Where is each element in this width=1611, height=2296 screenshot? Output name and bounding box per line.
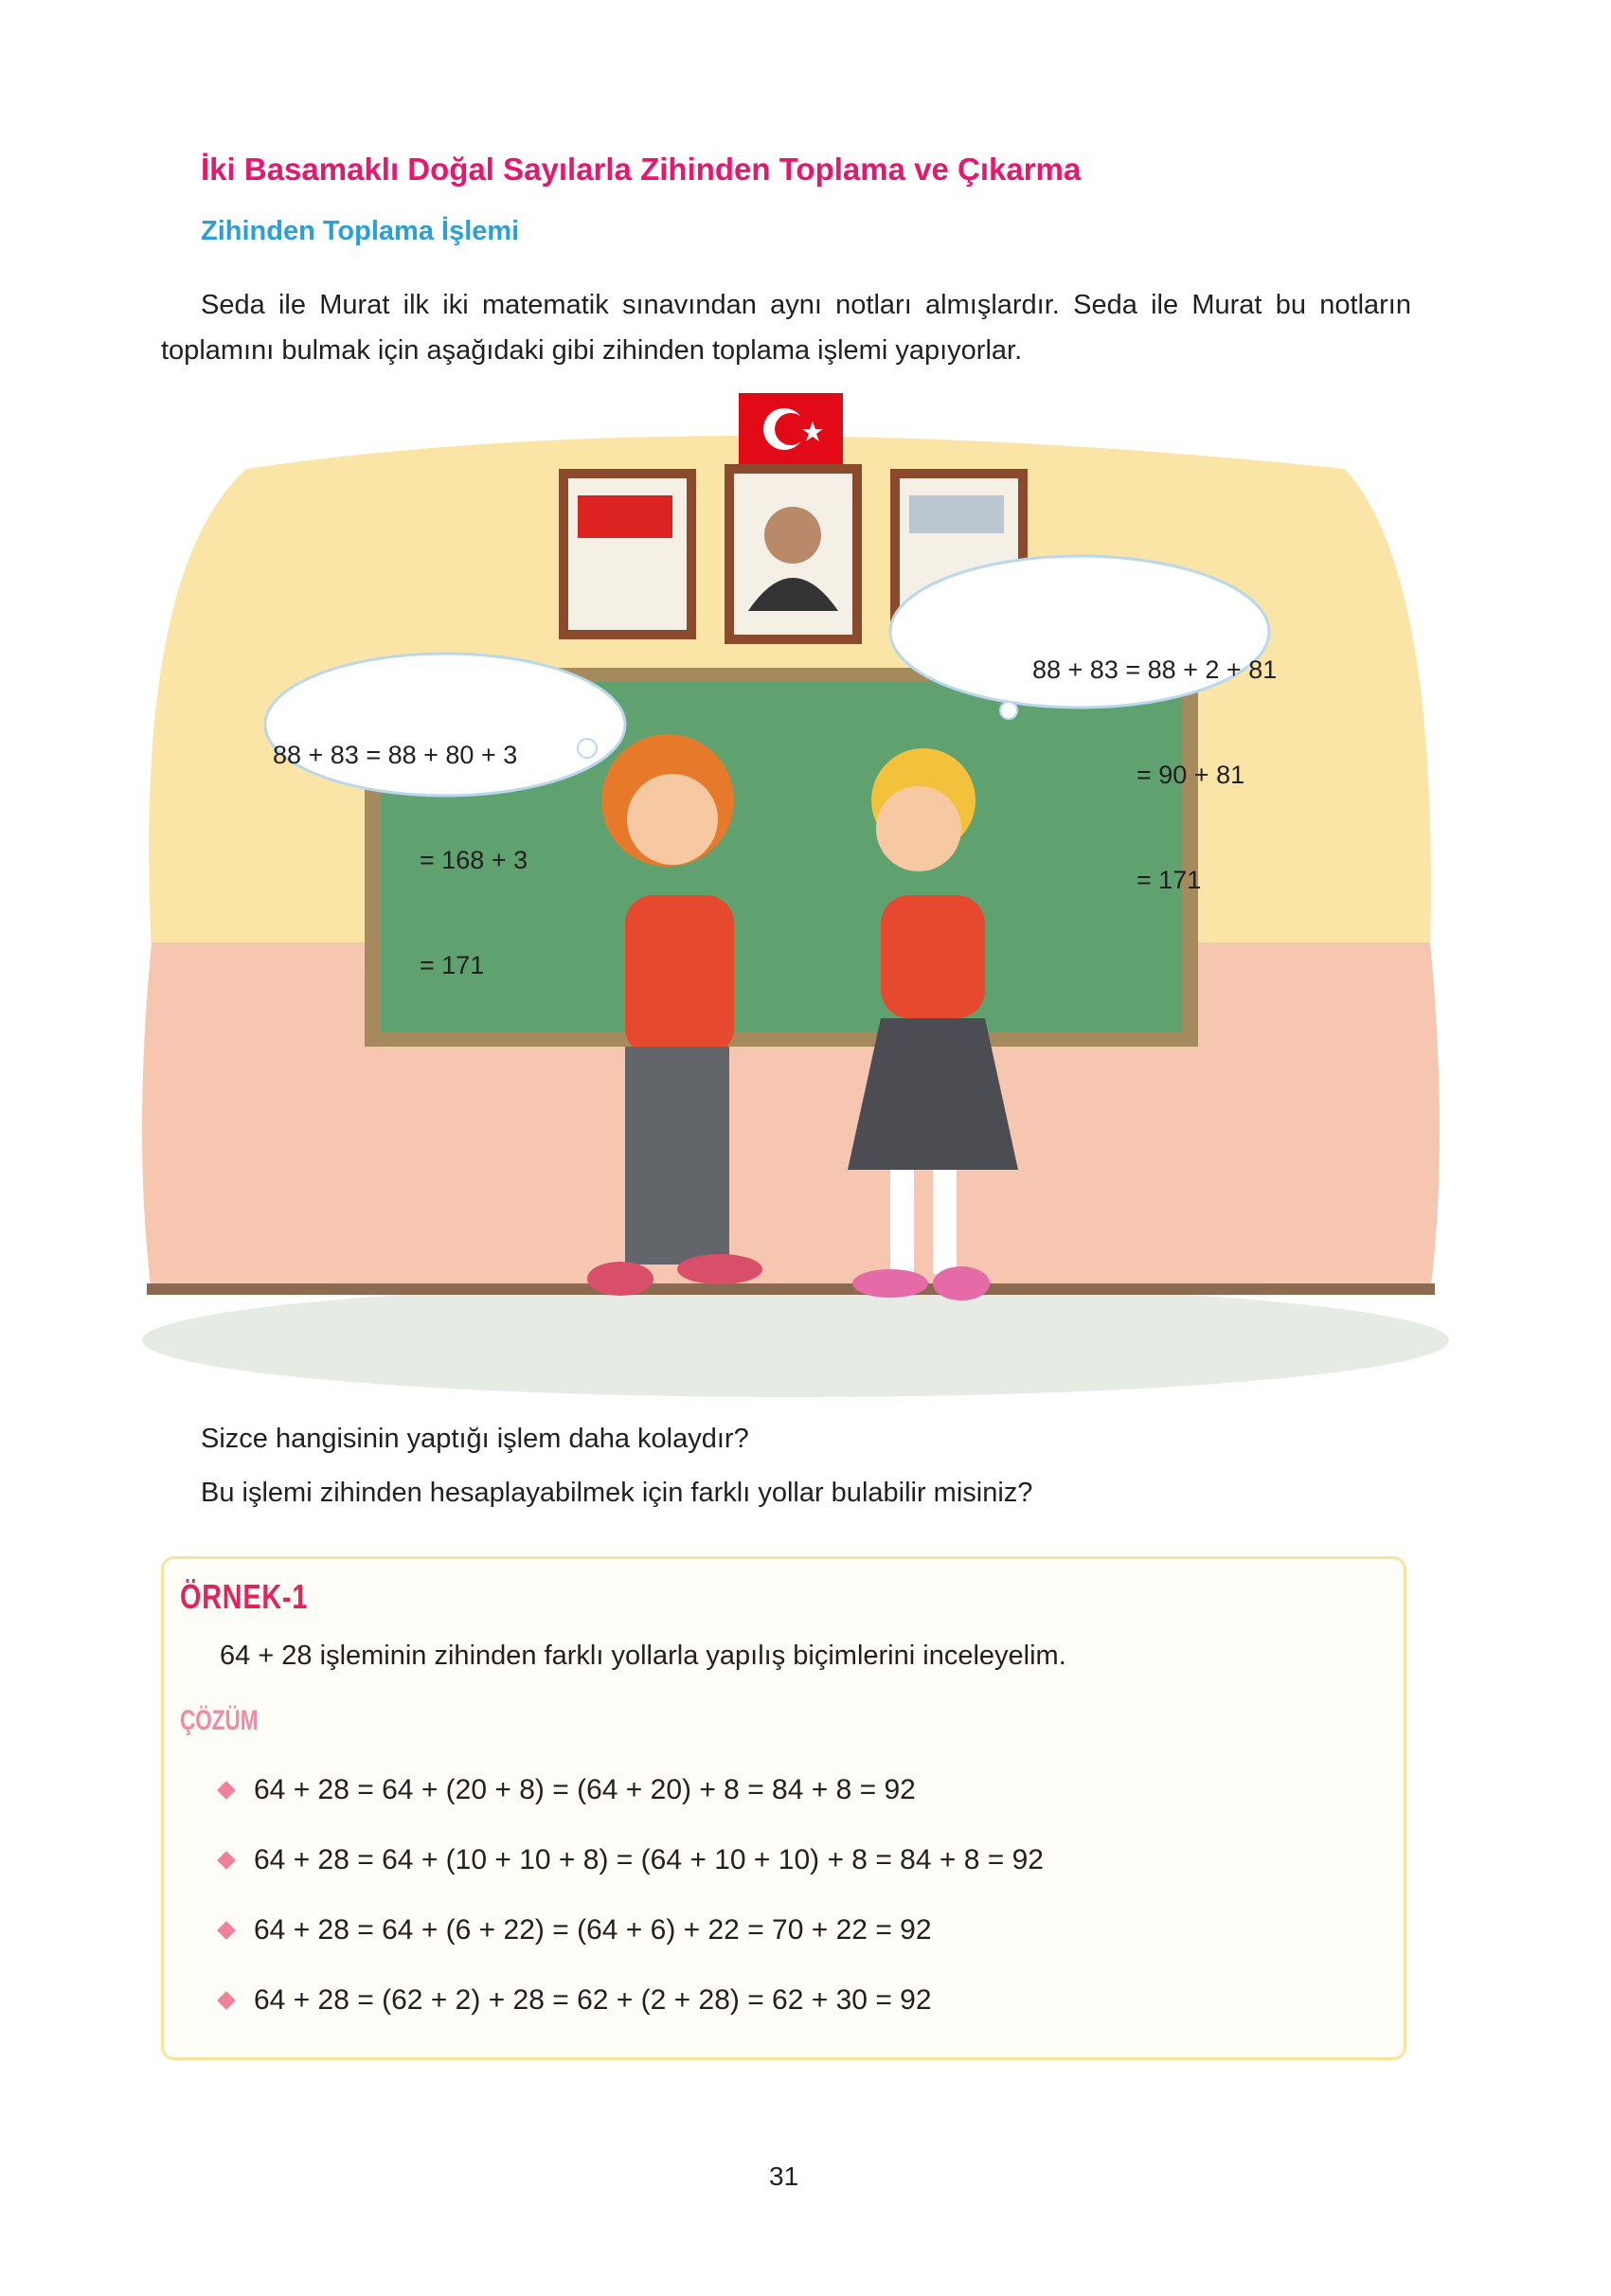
bubble-line: 88 + 83 = 88 + 80 + 3 [273, 741, 518, 769]
diamond-bullet-icon [217, 1781, 236, 1800]
step-text: 64 + 28 = (62 + 2) + 28 = 62 + (2 + 28) = 62 + 30 = 92 [254, 1984, 932, 2016]
diamond-bullet-icon [217, 1991, 236, 2010]
step-text: 64 + 28 = 64 + (20 + 8) = (64 + 20) + 8 = 84 + 8 = 92 [254, 1774, 916, 1805]
section-title: İki Basamaklı Doğal Sayılarla Zihinden Toplama ve Çıkarma [201, 152, 1082, 187]
solution-step [220, 1844, 1044, 1876]
question-1: Sizce hangisinin yaptığı işlem daha kolaydır? [201, 1424, 749, 1454]
subsection-title: Zihinden Toplama İşlemi [201, 216, 520, 246]
diamond-bullet-icon [217, 1921, 236, 1940]
step-text: 64 + 28 = 64 + (10 + 10 + 8) = (64 + 10 + 10) + 8 = 84 + 8 = 92 [254, 1844, 1044, 1875]
intro-paragraph: Seda ile Murat ilk iki matematik sınavından aynı notları almışlardır. Seda ile Murat bu notların toplamını bulmak için aşağıdaki gibi zihinden toplama işlemi yapıyorlar. [161, 290, 1411, 366]
step-text: 64 + 28 = 64 + (6 + 22) = (64 + 6) + 22 = 70 + 22 = 92 [254, 1914, 932, 1946]
solution-label: ÇÖZÜM [180, 1705, 259, 1736]
bubble-line: 88 + 83 = 88 + 2 + 81 [1032, 655, 1278, 684]
solution-step [220, 1984, 932, 2017]
murat-bubble-text [273, 668, 528, 1018]
example-text: 64 + 28 işleminin zihinden farklı yollarla yapılış biçimlerini inceleyelim. [220, 1641, 1066, 1671]
diamond-bullet-icon [217, 1851, 236, 1870]
solution-step [220, 1774, 916, 1806]
baseboard [147, 1283, 1435, 1295]
bubble-line: = 171 [420, 951, 485, 979]
page-number: 31 [769, 2161, 799, 2191]
bubble-line: = 171 [1137, 866, 1202, 894]
solution-step [220, 1914, 932, 1946]
question-2: Bu işlemi zihinden hesaplayabilmek için farklı yollar bulabilir misiniz? [201, 1478, 1033, 1508]
example-title: ÖRNEK-1 [180, 1577, 309, 1616]
floor-shadow [142, 1283, 1449, 1397]
seda-bubble-text [1032, 583, 1277, 933]
bubble-line: = 168 + 3 [420, 846, 528, 874]
bubble-line: = 90 + 81 [1137, 761, 1245, 789]
